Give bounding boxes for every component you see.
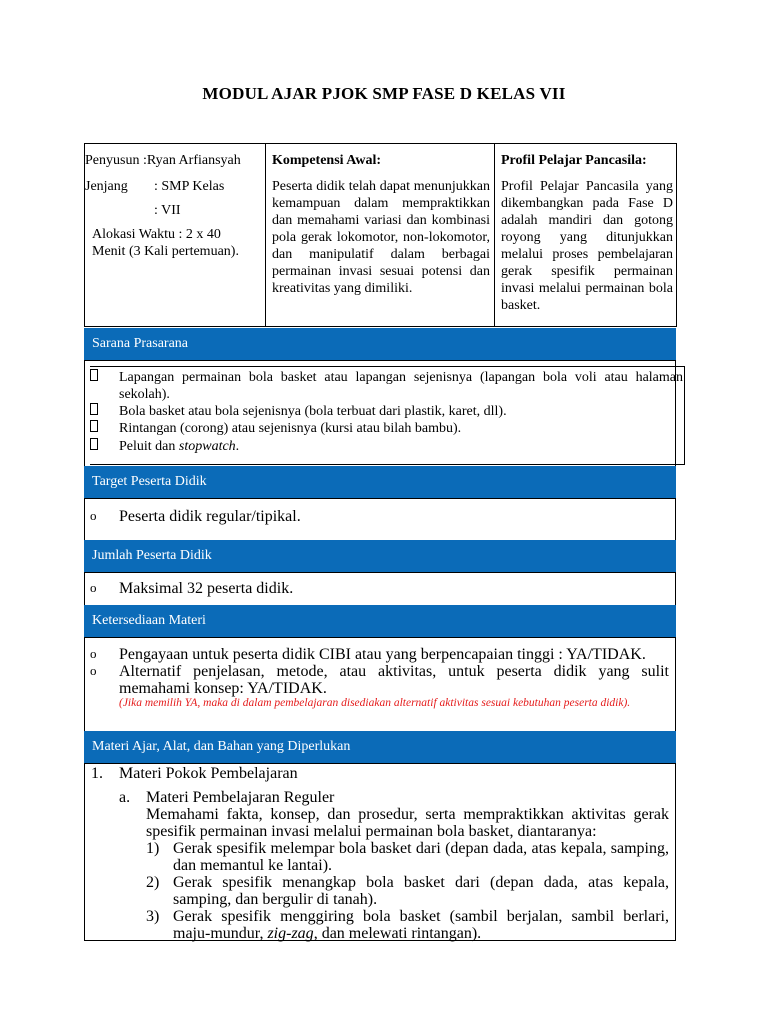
point-text: Gerak spesifik menggiring bola basket (sambil berjalan, sambil berlari, maju-mundur, zig-zag, dan melewati rintangan). xyxy=(173,908,669,942)
class-value: : VII xyxy=(154,203,181,218)
student-count-heading: Jumlah Peserta Didik xyxy=(84,540,676,572)
regular-material-title: Materi Pembelajaran Reguler xyxy=(146,789,335,806)
list-number: 1. xyxy=(91,765,103,782)
level-value: : SMP Kelas xyxy=(154,179,225,194)
author-cell xyxy=(85,144,266,326)
pancasila-profile-cell xyxy=(495,144,677,326)
main-material-title: Materi Pokok Pembelajaran xyxy=(119,765,298,782)
pancasila-profile-heading: Profil Pelajar Pancasila: xyxy=(501,153,647,168)
circle-bullet-icon: o xyxy=(90,663,97,678)
circle-bullet-icon: o xyxy=(90,646,97,661)
document-title: MODUL AJAR PJOK SMP FASE D KELAS VII xyxy=(202,84,566,103)
teaching-materials-heading: Materi Ajar, Alat, dan Bahan yang Diperlukan xyxy=(84,731,676,763)
target-students-section: o Peserta didik regular/tipikal. xyxy=(84,498,676,540)
facilities-inner-border xyxy=(90,366,685,465)
list-item: Bola basket atau bola sejenisnya (bola terbuat dari plastik, karet, dll). xyxy=(85,403,675,420)
point-number: 3) xyxy=(146,908,160,925)
material-availability-heading: Ketersediaan Materi xyxy=(84,605,676,637)
level-label: Jenjang xyxy=(85,179,128,194)
circle-bullet-icon: o xyxy=(90,508,97,523)
list-item: Peluit dan stopwatch. xyxy=(85,438,675,455)
initial-competence-text: Peserta didik telah dapat menunjukkan kemampuan dalam mempraktikkan dan memahami variasi dan kombinasi pola gerak lokomotor, non-lokomotor, dan manipulatif dalam berbagai permainan invasi sesuai potensi dan kreativitas yang dimiliki. xyxy=(272,179,490,296)
list-item: Rintangan (corong) atau sejenisnya (kursi atau bilah bambu). xyxy=(85,420,675,437)
time-allocation-line-1: Alokasi Waktu : 2 x 40 xyxy=(92,227,221,242)
author-line: Penyusun :Ryan Arfiansyah xyxy=(85,153,241,168)
material-availability-section: o Pengayaan untuk peserta didik CIBI atau yang berpencapaian tinggi : YA/TIDAK. o Alternatif penjelasan, metode, atau aktivitas, untuk peserta didik yang sulit memahami konsep: YA/TIDAK. (Jika memilih YA, maka di dalam pembelajaran disediakan alternatif aktivitas sesuai kebutuhan peserta didik). xyxy=(84,637,676,732)
circle-bullet-icon: o xyxy=(90,580,97,595)
selection-note: (Jika memilih YA, maka di dalam pembelajaran disediakan alternatif aktivitas sesuai kebutuhan peserta didik). xyxy=(119,697,631,709)
initial-competence-cell xyxy=(266,144,495,326)
point-text: Gerak spesifik melempar bola basket dari (depan dada, atas kepala, samping, dan memantul ke lantai). xyxy=(173,840,669,874)
student-count-section: o Maksimal 32 peserta didik. xyxy=(84,572,676,605)
regular-material-intro: Memahami fakta, konsep, dan prosedur, serta mempraktikkan aktivitas gerak spesifik permainan invasi melalui permainan bola basket, diantaranya: xyxy=(146,806,669,840)
pancasila-profile-text: Profil Pelajar Pancasila yang dikembangkan pada Fase D adalah mandiri dan gotong royong yang ditunjukkan melalui proses pembelajaran gerak spesifik permainan invasi melalui permainan bola basket. xyxy=(501,179,673,313)
teaching-materials-section xyxy=(84,763,676,941)
info-table xyxy=(84,143,677,327)
point-number: 2) xyxy=(146,874,160,891)
facilities-heading: Sarana Prasarana xyxy=(84,328,676,360)
target-students-heading: Target Peserta Didik xyxy=(84,466,676,498)
point-number: 1) xyxy=(146,840,160,857)
list-item: Lapangan permainan bola basket atau lapangan sejenisnya (lapangan bola voli atau halaman sekolah). xyxy=(85,369,675,403)
sub-letter: a. xyxy=(119,789,131,806)
time-allocation-line-2: Menit (3 Kali pertemuan). xyxy=(92,244,239,259)
point-text: Gerak spesifik menangkap bola basket dari (depan dada, atas kepala, samping, dan bergulir di tanah). xyxy=(173,874,669,908)
initial-competence-heading: Kompetensi Awal: xyxy=(272,153,382,168)
